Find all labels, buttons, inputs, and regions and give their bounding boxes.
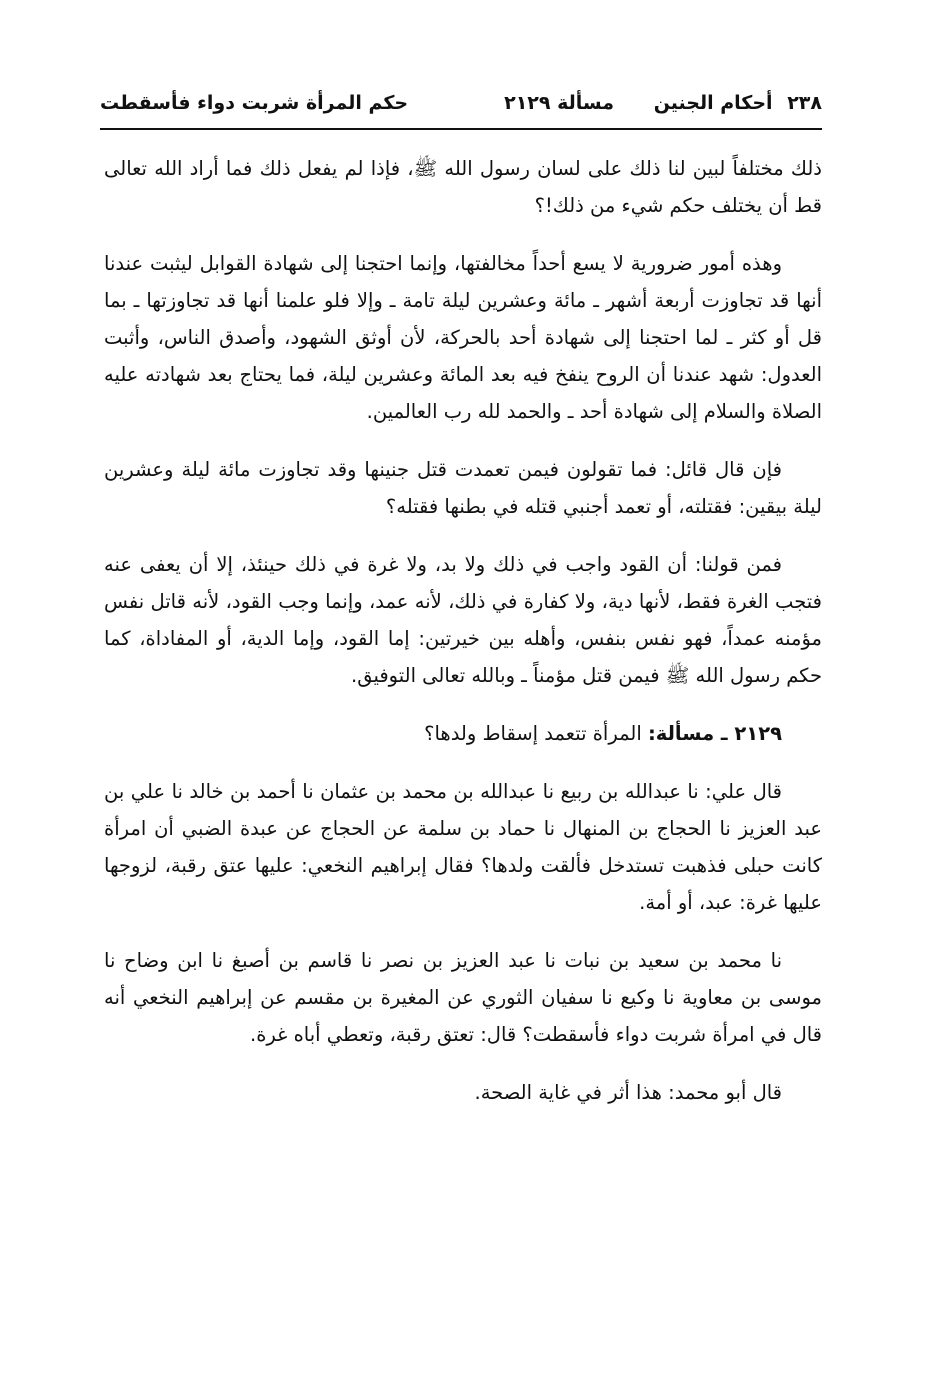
paragraph-1: ذلك مختلفاً لبين لنا ذلك على لسان رسول الله ﷺ، فإذا لم يفعل ذلك فما أراد الله تعالى قط أن يختلف حكم شيء من ذلك!؟ [104,157,822,217]
book-title: أحكام الجنين [653,92,773,114]
chapter-title: حكم المرأة شربت دواء فأسقطت [100,92,409,114]
paragraph-6: نا محمد بن سعيد بن نبات نا عبد العزيز بن نصر نا قاسم بن أصبغ نا ابن وضاح نا موسى بن معاوية نا وكيع نا سفيان الثوري عن المغيرة بن مقسم عن إبراهيم النخعي أنه قال في امرأة شربت دواء فأسقطت؟ قال: تعتق رقبة، وتعطي أباه غرة. [104,949,822,1046]
body-text [104,150,822,1132]
paragraph-5: قال علي: نا عبدالله بن ربيع نا عبدالله بن محمد بن عثمان نا أحمد بن خالد نا علي بن عبد العزيز نا الحجاج بن المنهال نا حماد بن سلمة عن الحجاج عن عبدة الضبي أن امرأة كانت حبلى فذهبت تستدخل فألقت ولدها؟ فقال إبراهيم النخعي: عليها عتق رقبة، لزوجها عليها غرة: عبد، أو أمة. [104,780,822,914]
issue-heading [104,715,822,752]
paragraph-4: فمن قولنا: أن القود واجب في ذلك ولا بد، ولا غرة في ذلك حينئذ، إلا أن يعفى عنه فتجب الغرة فقط، لأنها دية، ولا كفارة في ذلك، لأنه عمد، وإنما وجب القود، لأنه قاتل نفس مؤمنه عمداً، فهو نفس بنفس، وأهله بين خيرتين: إما القود، وإما الدية، أو المفاداة، كما حكم رسول الله ﷺ فيمن قتل مؤمناً ـ وبالله تعالى التوفيق. [104,553,822,687]
page-number: ٢٣٨ [787,92,822,114]
issue-label: مسألة ٢١٢٩ [504,92,614,114]
issue-title: المرأة تتعمد إسقاط ولدها؟ [424,722,642,745]
paragraph-7: قال أبو محمد: هذا أثر في غاية الصحة. [474,1081,782,1104]
paragraph-2: وهذه أمور ضرورية لا يسع أحداً مخالفتها، وإنما احتجنا إلى شهادة القوابل ليثبت عندنا أنها قد تجاوزت أربعة أشهر ـ مائة وعشرين ليلة تامة ـ وإلا فلو علمنا أنها قد تجاوزتها ـ بما قل أو كثر ـ لما احتجنا إلى شهادة أحد بالحركة، لأن أوثق الشهود، وأصدق الناس، وأثبت العدول: شهد عندنا أن الروح ينفخ فيه بعد المائة وعشرين ليلة، فما يحتاج بعد شهادته عليه الصلاة والسلام إلى شهادة أحد ـ والحمد لله رب العالمين. [104,252,822,423]
paragraph-3: فإن قال قائل: فما تقولون فيمن تعمدت قتل جنينها وقد تجاوزت مائة ليلة وعشرين ليلة بيقين: فقتلته، أو تعمد أجنبي قتله في بطنها فقتله؟ [104,458,822,518]
issue-number: ٢١٢٩ ـ مسألة: [647,722,782,745]
header-right [654,88,822,118]
header-rule [100,128,822,130]
running-header [100,88,822,128]
